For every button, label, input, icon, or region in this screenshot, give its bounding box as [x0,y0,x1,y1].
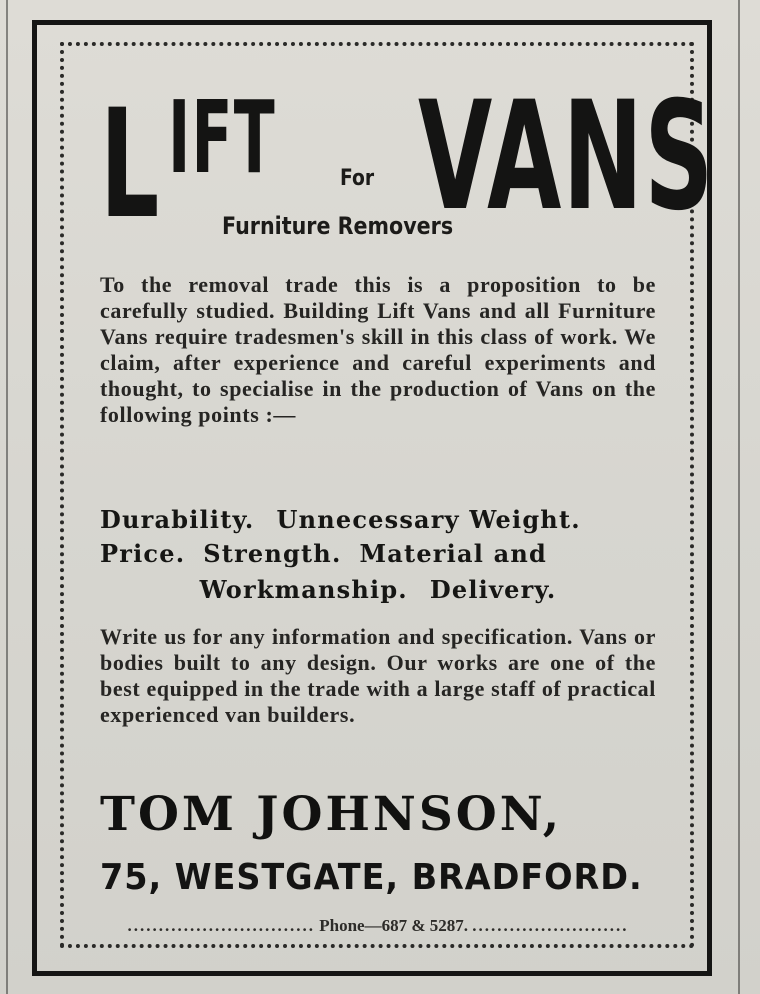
feature-row-2 [100,538,656,570]
feature-workmanship: Workmanship. [199,575,408,604]
column-rule-right [738,0,740,994]
headline-letter-l: L [100,78,161,252]
advert-intro-paragraph: To the removal trade this is a proposition to be carefully studied. Building Lift Vans and all Furniture Vans require tradesmen's skill in this class of work. We claim, after experience and careful experiments and thought, to specialise in the production of Vans on the following points :— [100,272,656,427]
feature-weight: Unnecessary Weight. [276,505,581,534]
phone-numbers: Phone—687 & 5287. [319,916,468,935]
feature-material: Material and [359,539,547,568]
headline-word-ift: IFT [168,79,276,196]
advert-subheading: Furniture Removers [222,212,454,240]
headline-word-vans: VANS [418,70,715,244]
company-address: 75, WESTGATE, BRADFORD. [100,857,643,898]
phone-leader-dots-right: ......................... [472,916,629,935]
column-rule-left [6,0,8,994]
feature-strength: Strength. [203,539,342,568]
phone-line [70,916,686,936]
headline-word-for: For [340,166,375,191]
feature-row-1 [100,504,656,536]
feature-price: Price. [100,539,186,568]
advert-enquiry-paragraph: Write us for any information and specification. Vans or bodies built to any design. Our works are one of the best equipped in the trade with a large staff of practical experienced van builders. [100,624,656,727]
phone-leader-dots-left: .............................. [127,916,315,935]
feature-delivery: Delivery. [429,575,557,604]
feature-row-3 [100,574,656,606]
feature-durability: Durability. [100,505,255,534]
company-name: TOM JOHNSON, [100,787,563,842]
